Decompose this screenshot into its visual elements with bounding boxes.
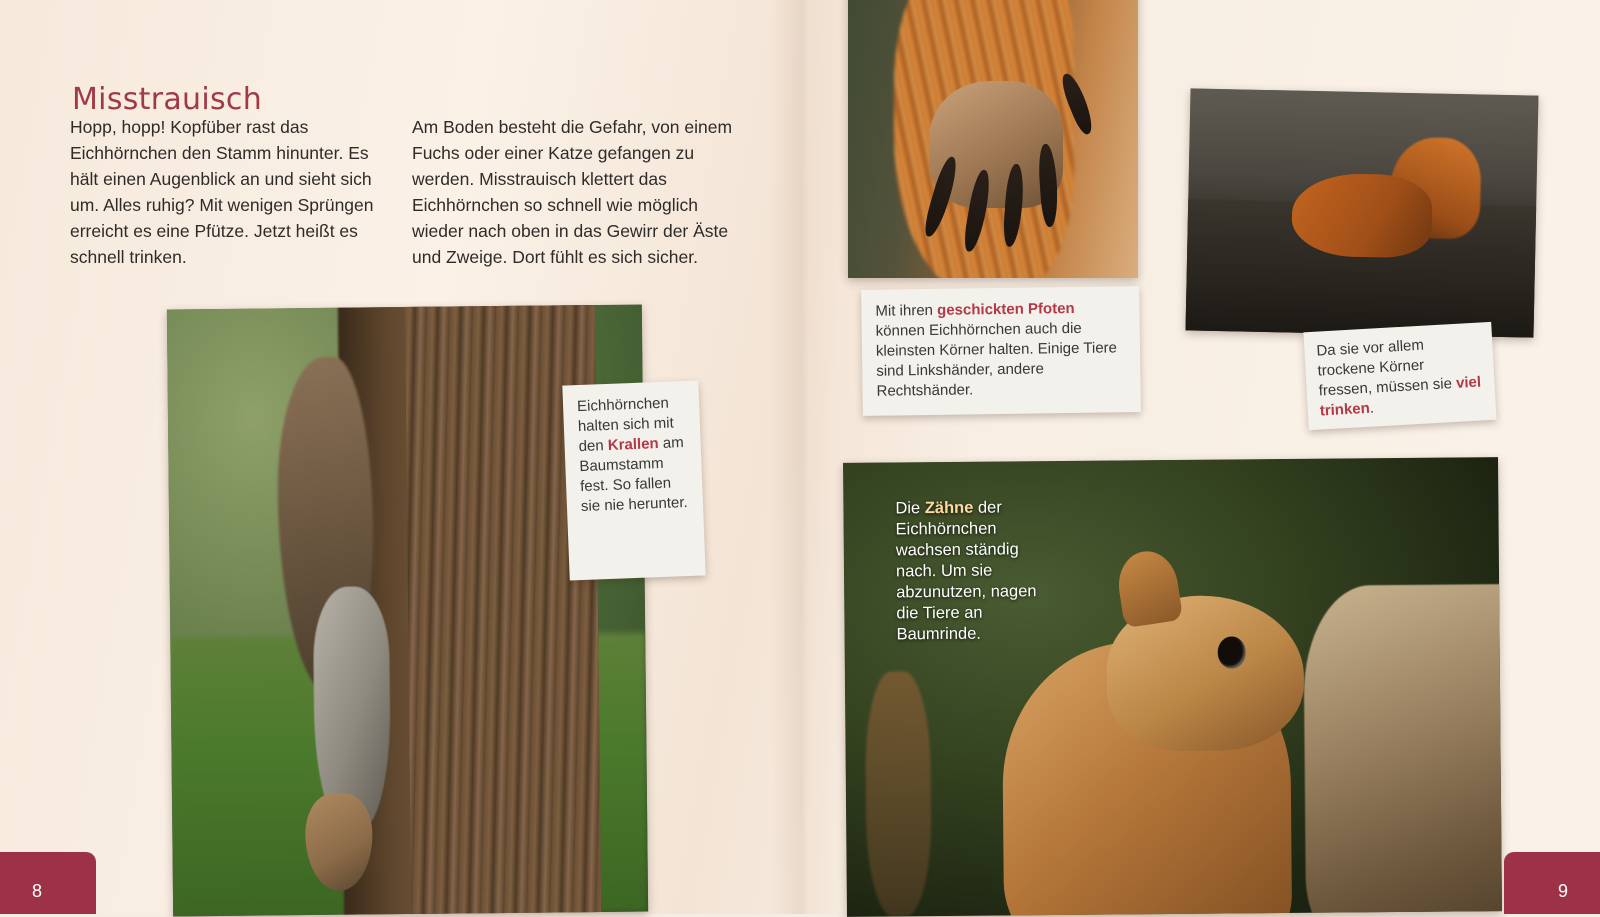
caption-claws-part2: am Baumstamm fest. So fallen sie nie herunter. — [579, 434, 688, 516]
caption-claws — [562, 380, 705, 580]
page-gutter-shadow — [770, 0, 840, 914]
body-text-column-1: Hopp, hopp! Kopfüber rast das Eichhörnchen den Stamm hinunter. Es hält einen Augenblick an und sieht sich um. Alles ruhig? Mit wenigen Sprüngen erreicht es eine Pfütze. Jetzt heißt es schnell trinken. — [70, 117, 374, 267]
page-title: Misstrauisch — [72, 82, 263, 118]
photo-squirrel-drinking — [1186, 88, 1539, 337]
caption-teeth-part1: Die — [895, 499, 925, 518]
photo-squirrel-portrait — [843, 457, 1502, 917]
caption-drinking — [1303, 322, 1496, 430]
photo-paw-closeup — [848, 0, 1138, 278]
caption-drinking-highlight: viel trinken — [1319, 373, 1482, 420]
caption-drinking-part2: . — [1369, 399, 1375, 417]
caption-paws-highlight: geschickten Pfoten — [936, 299, 1075, 319]
page-number-left — [0, 852, 96, 914]
body-text-column-2: Am Boden besteht die Gefahr, von einem Fuchs oder einer Katze gefangen zu werden. Misstrauisch klettert das Eichhörnchen so schnell wie möglich wieder nach oben in das Gewirr der Äste und Zweige. Dort fühlt es sich sicher. — [412, 117, 733, 267]
caption-paws-part1: Mit ihren — [875, 301, 938, 320]
page-number-right — [1504, 852, 1600, 914]
page-number-left-value: 8 — [32, 881, 43, 901]
caption-paws — [861, 286, 1141, 416]
caption-teeth — [895, 497, 1056, 645]
caption-paws-part2: können Eichhörnchen auch die kleinsten Körner halten. Einige Tiere sind Linkshänder, andere Rechtshänder. — [875, 319, 1118, 400]
caption-teeth-highlight: Zähne — [924, 498, 974, 518]
photo-artwork — [1186, 88, 1539, 337]
caption-claws-highlight: Krallen — [607, 435, 659, 454]
page-number-right-value: 9 — [1557, 881, 1568, 901]
caption-teeth-part2: der Eichhörnchen wachsen ständig nach. Um sie abzunutzen, nagen die Tiere an Baumrinde. — [895, 498, 1037, 644]
caption-drinking-part1: Da sie vor allem trockene Körner fressen, müssen sie — [1316, 336, 1457, 400]
caption-claws-part1: Eichhörnchen halten sich mit den — [576, 394, 675, 456]
photo-artwork — [848, 0, 1138, 278]
